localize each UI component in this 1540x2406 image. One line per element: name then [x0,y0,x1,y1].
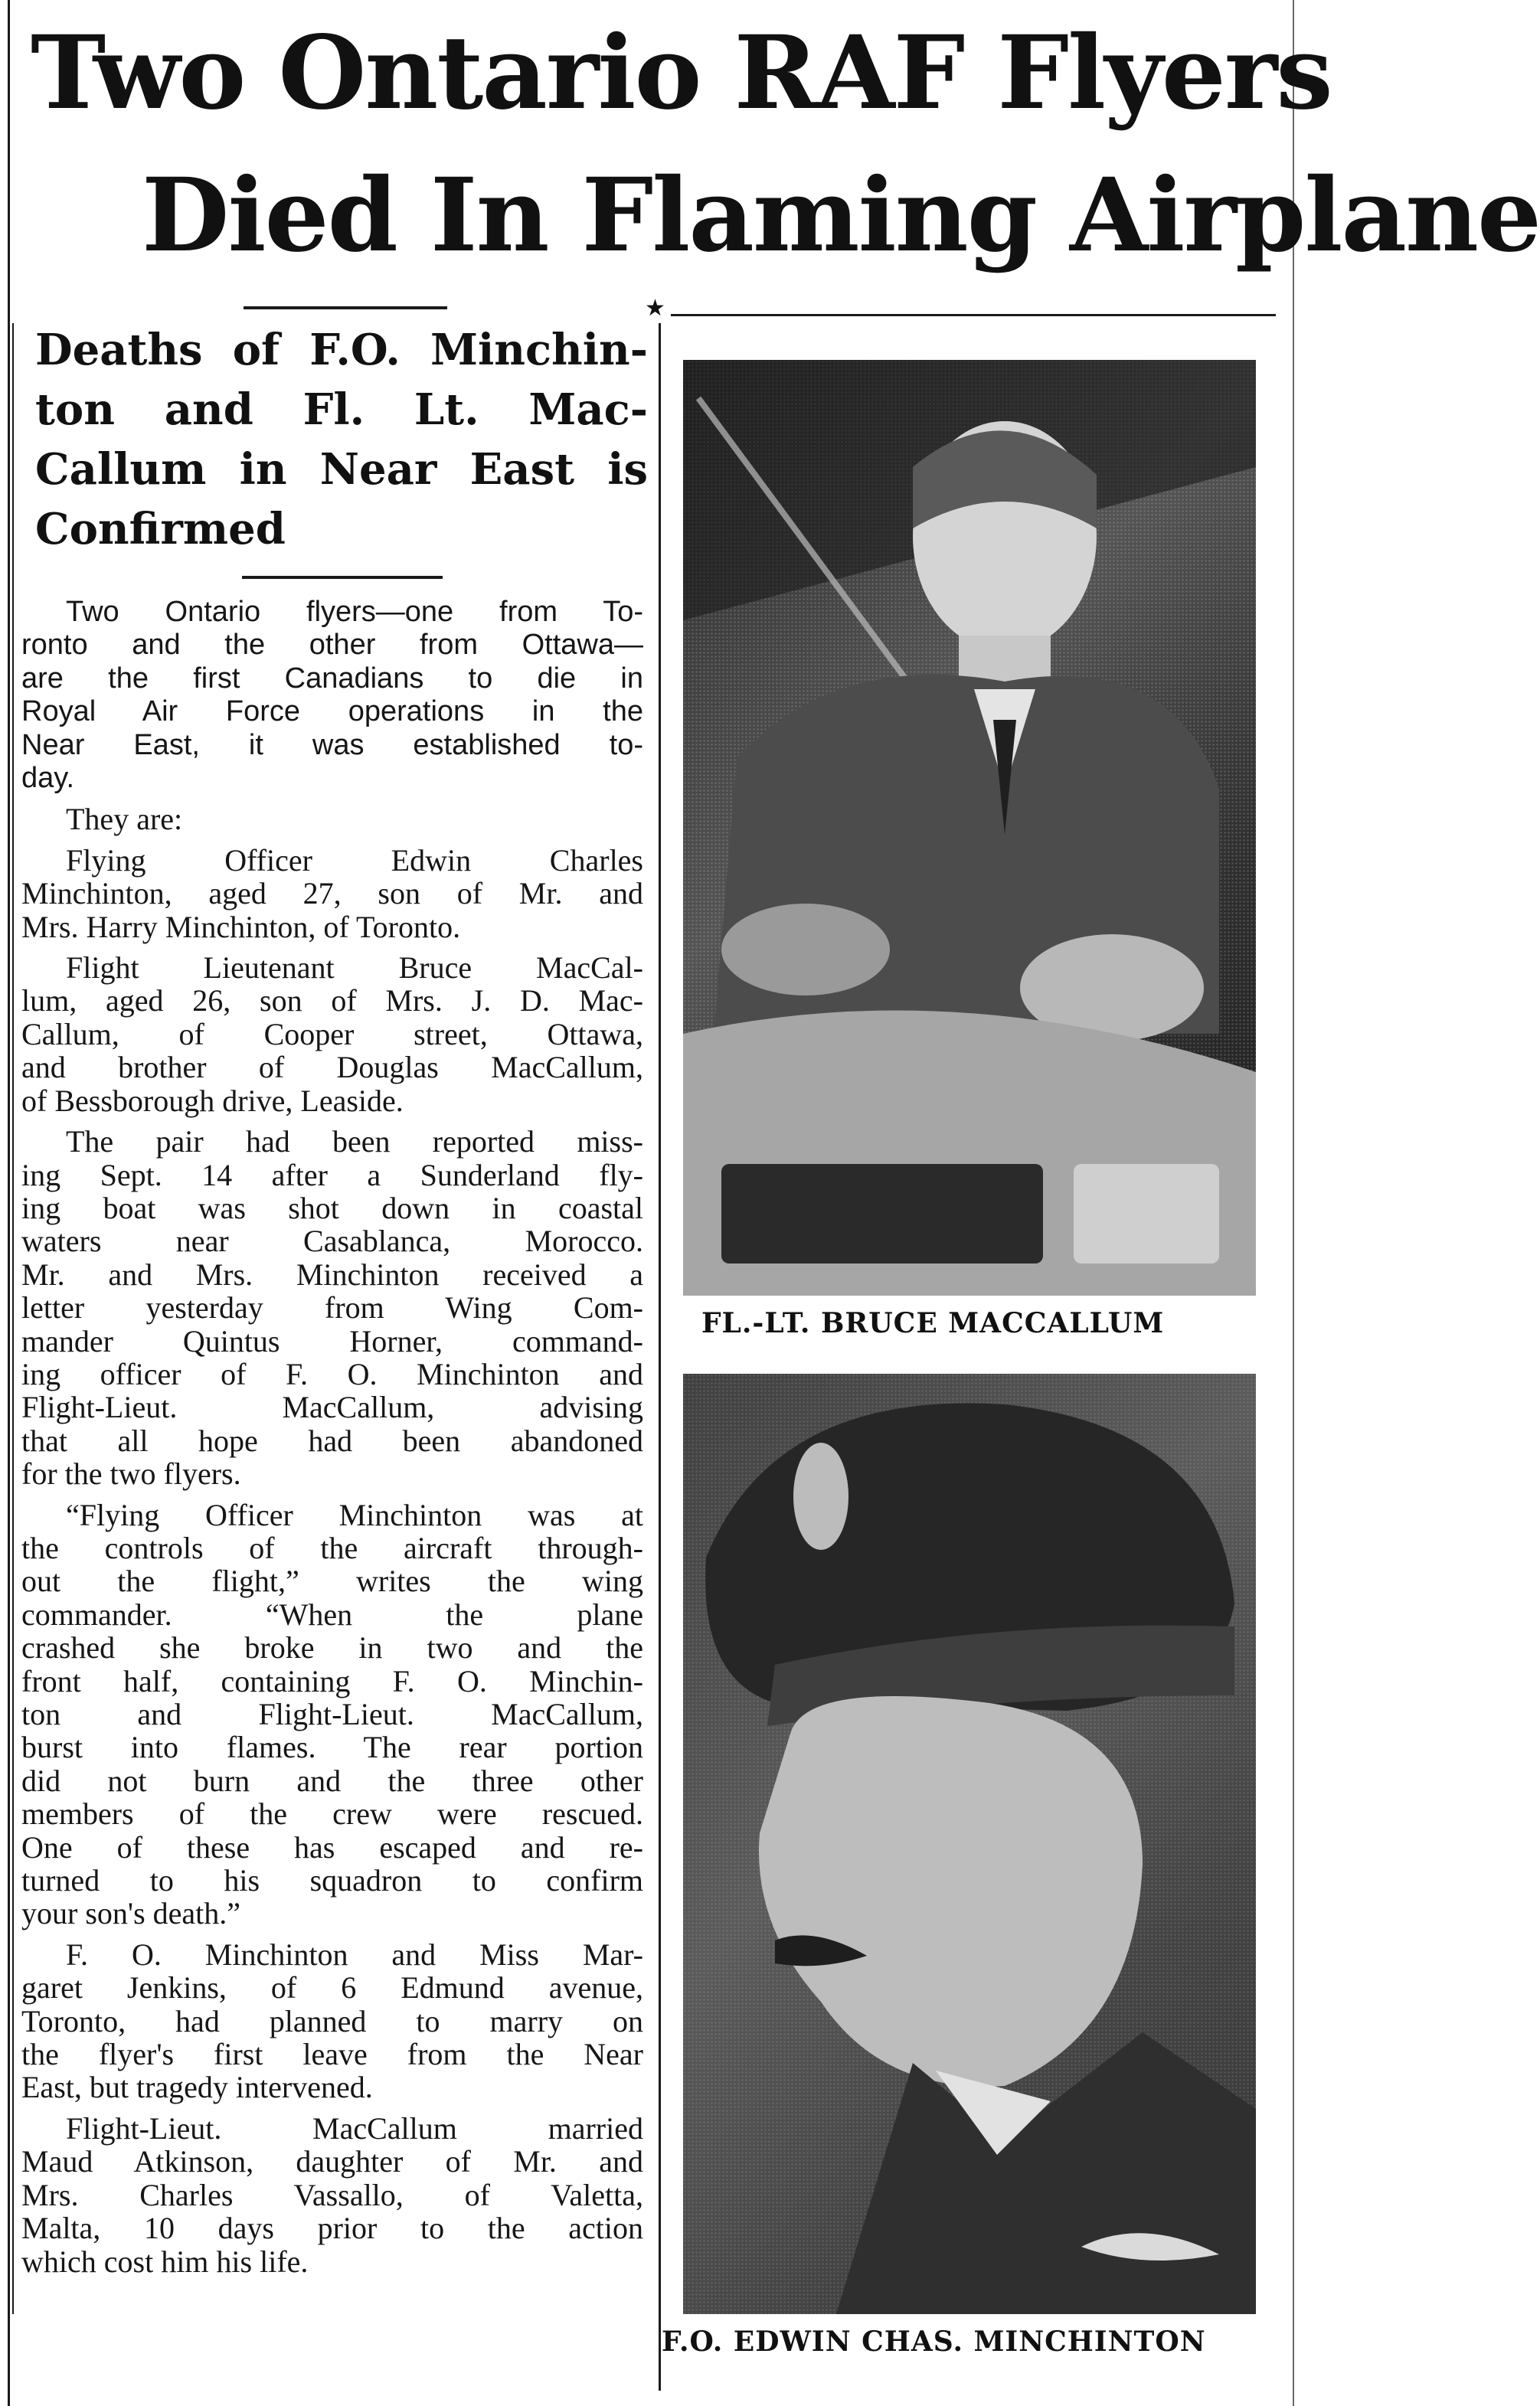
column-border-left [12,323,14,2314]
article-line: Mrs. Charles Vassallo, of Valetta, [21,2177,643,2212]
article-line: lum, aged 26, son of Mrs. J. D. Mac- [21,983,643,1018]
article-paragraph [21,596,643,795]
article-line: garet Jenkins, of 6 Edmund avenue, [21,1970,643,2006]
article-paragraph [21,951,643,1117]
subheadline-line: Callum in Near East is [35,444,648,495]
headline-rule-left [244,306,447,309]
article-paragraph [21,2112,643,2278]
article-line: Mrs. Harry Minchinton, of Toronto. [21,909,461,944]
article-line: Malta, 10 days prior to the action [21,2211,643,2246]
article-line: They are: [66,802,183,837]
article-line: Toronto, had planned to marry on [21,2003,643,2038]
article-line: ing Sept. 14 after a Sunderland fly- [21,1157,643,1192]
article-line: The pair had been reported miss- [66,1124,643,1159]
article-line: Mr. and Mrs. Minchinton received a [21,1257,643,1292]
article-line: that all hope had been abandoned [21,1423,643,1458]
article-line: “Flying Officer Minchinton was at [66,1497,643,1532]
article-line: Minchinton, aged 27, son of Mr. and [21,876,643,911]
headline-line-1: Two Ontario RAF Flyers [31,14,1332,132]
column-divider [659,323,661,2391]
article-line: East, but tragedy intervened. [21,2070,373,2105]
subheadline [35,320,648,559]
article-body [21,596,643,2278]
article-line: which cost him his life. [21,2244,309,2279]
article-paragraph [21,1125,643,1490]
article-line: for the two flyers. [21,1456,241,1492]
article-line: and brother of Douglas MacCallum, [21,1050,643,1085]
article-line: ronto and the other from Ottawa— [21,629,643,662]
portrait-silhouette-icon [683,360,1256,1296]
article-line: letter yesterday from Wing Com- [21,1290,643,1326]
article-line: turned to his squadron to confirm [21,1863,643,1898]
star-ornament: ★ [645,295,665,322]
article-line: out the flight,” writes the wing [21,1564,643,1599]
photo-minchinton [683,1374,1256,2314]
article-line: Flight-Lieut. MacCallum, advising [21,1390,643,1425]
article-line: the controls of the aircraft through- [21,1530,643,1565]
photo-caption-minchinton: F.O. EDWIN CHAS. MINCHINTON [662,2326,1206,2358]
subheadline-line: ton and Fl. Lt. Mac- [35,384,648,435]
article-line: F. O. Minchinton and Miss Mar- [66,1937,643,1972]
article-paragraph [21,803,643,835]
photo-maccallum [683,360,1256,1296]
article-line: Near East, it was established to- [21,728,643,761]
headline-rule-right [671,314,1276,316]
article-line: Two Ontario flyers—one from To- [66,596,643,628]
article-line: day. [21,762,75,795]
article-paragraph [21,1938,643,2104]
article-line: your son's death.” [21,1896,241,1931]
article-line: are the first Canadians to die in [21,662,643,695]
article-line: the flyer's first leave from the Near [21,2037,643,2072]
article-paragraph [21,844,643,943]
headline-line-2: Died In Flaming Airplane [142,156,1540,275]
article-line: mander Quintus Horner, command- [21,1323,643,1358]
subheadline-line: Deaths of F.O. Minchin- [35,325,648,375]
subheadline-line: Confirmed [35,504,286,554]
article-line: crashed she broke in two and the [21,1630,643,1666]
article-line: ton and Flight-Lieut. MacCallum, [21,1697,643,1731]
subheadline-rule [242,576,443,579]
article-line: Flying Officer Edwin Charles [66,842,643,878]
page-edge-left [8,0,10,2406]
article-line: commander. “When the plane [21,1597,643,1632]
photo-caption-maccallum: FL.-LT. BRUCE MACCALLUM [701,1307,1165,1339]
article-line: burst into flames. The rear portion [21,1730,643,1765]
article-line: front half, containing F. O. Minchin- [21,1663,643,1698]
article-line: Flight Lieutenant Bruce MacCal- [66,950,643,986]
article-line: One of these has escaped and re- [21,1829,643,1865]
article-line: waters near Casablanca, Morocco. [21,1224,643,1259]
article-line: Callum, of Cooper street, Ottawa, [21,1016,643,1051]
article-line: ing officer of F. O. Minchinton and [21,1356,643,1391]
page-edge-right [1293,0,1294,2406]
article-line: members of the crew were rescued. [21,1796,643,1832]
article-line: ing boat was shot down in coastal [21,1190,643,1225]
article-line: of Bessborough drive, Leaside. [21,1083,404,1118]
portrait-silhouette-icon [683,1374,1256,2314]
article-line: Maud Atkinson, daughter of Mr. and [21,2144,643,2179]
article-paragraph [21,1499,643,1930]
article-line: Royal Air Force operations in the [21,695,643,728]
article-line: did not burn and the three other [21,1763,643,1798]
article-line: Flight-Lieut. MacCallum married [66,2110,643,2146]
